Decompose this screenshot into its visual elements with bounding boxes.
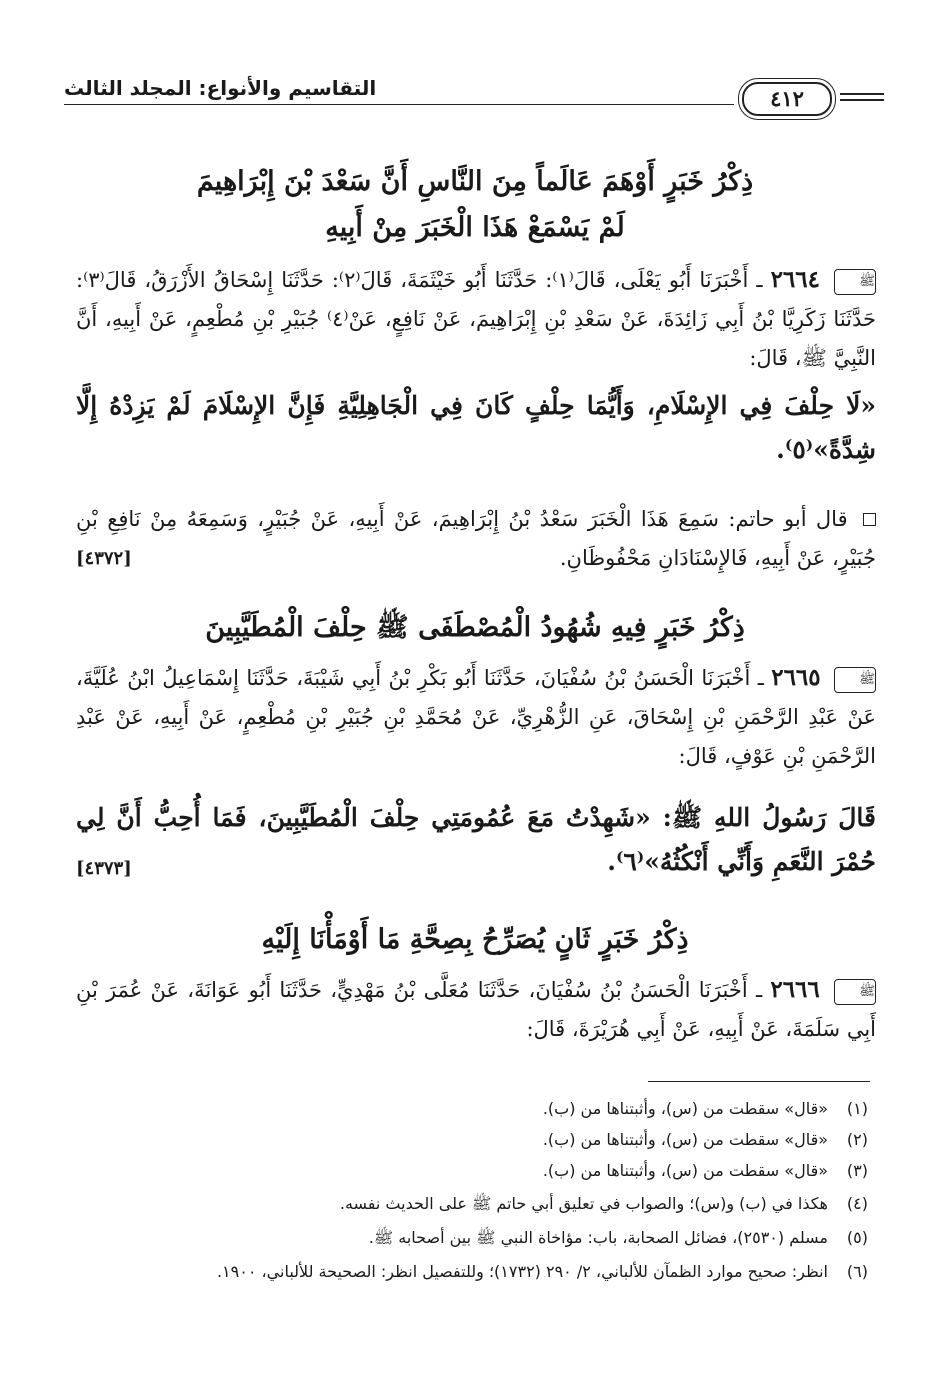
seal-icon: ﷺ — [834, 269, 876, 295]
header-ornament — [840, 93, 884, 95]
footnote-number: (١) — [846, 1099, 868, 1118]
hadith-matn: قَالَ رَسُولُ اللهِ ﷺ: «شَهِدْتُ مَعَ عُمُومَتِي حِلْفَ الْمُطَيَّبِينَ، فَمَا أُحِبُّ أَنَّ لِي حُمْرَ النَّعَمِ وَأَنِّي أَنْكُثُهُ»⁽٦⁾. — [76, 803, 876, 876]
hadith-isnad: ﷺ ٢٦٦٤ ـ أَخْبَرَنَا أَبُو يَعْلَى، قَالَ⁽١⁾: حَدَّثَنَا أَبُو خَيْثَمَةَ، قَالَ⁽٢⁾: حَدَّثَنَا إِسْحَاقُ الأَزْرَقُ، قَالَ⁽٣⁾: حَدَّثَنَا زَكَرِيَّا بْنُ أَبِي زَائِدَةَ، عَنْ سَعْدِ بْنِ إِبْرَاهِيمَ، عَنْ نَافِعٍ، عَنْ⁽٤⁾ جُبَيْرِ بْنِ مُطْعِمٍ، عَنْ أَبِيهِ، أَنَّ النَّبِيَّ ﷺ، قَالَ: — [76, 266, 877, 370]
chapter-title: ذِكْرُ خَبَرٍ أَوْهَمَ عَالَماً مِنَ النَّاسِ أَنَّ سَعْدَ بْنَ إِبْرَاهِيمَ — [196, 166, 754, 197]
header-rule — [64, 104, 734, 105]
square-marker-icon — [863, 513, 876, 526]
footnote — [68, 1256, 868, 1287]
footnote — [68, 1155, 868, 1186]
reference-number: [٤٣٧٣] — [76, 858, 132, 879]
page-number: ٤١٢ — [742, 82, 832, 116]
comment-text: قال أبو حاتم: سَمِعَ هَذَا الْخَبَرَ سَعْدُ بْنُ إِبْرَاهِيمَ، عَنْ أَبِيهِ، عَنْ جُبَيْرٍ، وَسَمِعَهُ مِنْ نَافِعِ بْنِ جُبَيْرٍ، عَنْ أَبِيهِ، فَالإِسْنَادَانِ مَحْفُوظَانِ. — [76, 507, 876, 570]
footnote-separator — [648, 1081, 870, 1082]
running-title: التقاسيم والأنواع: المجلد الثالث — [64, 76, 377, 100]
footnote — [68, 1188, 868, 1219]
isnad-text: أَخْبَرَنَا الْحَسَنُ بْنُ سُفْيَانَ، حَدَّثَنَا أَبُو بَكْرِ بْنُ أَبِي شَيْبَةَ، حَدَّثَنَا إِسْمَاعِيلُ ابْنُ عُلَيَّةَ، عَنْ عَبْدِ الرَّحْمَنِ بْنِ إِسْحَاقَ، عَنِ الزُّهْرِيِّ، عَنْ مُحَمَّدِ بْنِ جُبَيْرِ بْنِ مُطْعِمٍ، عَنْ أَبِيهِ، عَنْ عَبْدِ الرَّحْمَنِ بْنِ عَوْفٍ، قَالَ: — [76, 666, 876, 768]
isnad-text: أَخْبَرَنَا الْحَسَنُ بْنُ سُفْيَانَ، حَدَّثَنَا مُعَلَّى بْنُ مَهْدِيٍّ، حَدَّثَنَا أَبُو عَوَانَةَ، عَنْ عُمَرَ بْنِ أَبِي سَلَمَةَ، عَنْ أَبِيهِ، عَنْ أَبِي هُرَيْرَةَ، قَالَ: — [76, 978, 876, 1041]
editor-comment — [76, 500, 876, 578]
footnote-text: مسلم (٢٥٣٠)، فضائل الصحابة، باب: مؤاخاة النبي ﷺ بين أصحابه ﷺ. — [368, 1228, 828, 1247]
footnote-number: (٦) — [846, 1262, 868, 1281]
footnote — [68, 1124, 868, 1155]
footnote — [68, 1222, 868, 1253]
footnote-text: «قال» سقطت من (س)، وأثبتناها من (ب). — [542, 1099, 828, 1118]
footnote-number: (٢) — [846, 1130, 868, 1149]
hadith-isnad: ﷺ ٢٦٦٥ ـ أَخْبَرَنَا الْحَسَنُ بْنُ سُفْيَانَ، حَدَّثَنَا أَبُو بَكْرِ بْنُ أَبِي شَيْبَةَ، حَدَّثَنَا إِسْمَاعِيلُ ابْنُ عُلَيَّةَ، عَنْ عَبْدِ الرَّحْمَنِ بْنِ إِسْحَاقَ، عَنِ الزُّهْرِيِّ، عَنْ مُحَمَّدِ بْنِ جُبَيْرِ بْنِ مُطْعِمٍ، عَنْ أَبِيهِ، عَنْ عَبْدِ الرَّحْمَنِ بْنِ عَوْفٍ، قَالَ: — [76, 664, 876, 768]
footnote-text: «قال» سقطت من (س)، وأثبتناها من (ب). — [542, 1130, 828, 1149]
hadith-number: ٢٦٦٦ — [770, 976, 820, 1003]
footnote-text: انظر: صحيح موارد الظمآن للألباني، ٢/ ٢٩٠ (١٧٣٢)؛ وللتفصيل انظر: الصحيحة للألباني، ١٩٠٠. — [216, 1262, 828, 1281]
seal-icon: ﷺ — [834, 979, 876, 1005]
hadith-matn: «لَا حِلْفَ فِي الإِسْلَامِ، وَأَيُّمَا حِلْفٍ كَانَ فِي الْجَاهِلِيَّةِ فَإِنَّ الإِسْلَامَ لَمْ يَزِدْهُ إِلَّا شِدَّةً»⁽٥⁾. — [76, 391, 876, 464]
hadith-number: ٢٦٦٤ — [770, 266, 820, 293]
isnad-text: أَخْبَرَنَا أَبُو يَعْلَى، قَالَ⁽١⁾: حَدَّثَنَا أَبُو خَيْثَمَةَ، قَالَ⁽٢⁾: حَدَّثَنَا إِسْحَاقُ الأَزْرَقُ، قَالَ⁽٣⁾: حَدَّثَنَا زَكَرِيَّا بْنُ أَبِي زَائِدَةَ، عَنْ سَعْدِ بْنِ إِبْرَاهِيمَ، عَنْ نَافِعٍ، عَنْ⁽٤⁾ جُبَيْرِ بْنِ مُطْعِمٍ، عَنْ أَبِيهِ، أَنَّ النَّبِيَّ ﷺ، قَالَ: — [76, 268, 877, 370]
reference-number: [٤٣٧٢] — [76, 548, 132, 569]
chapter-title: ذِكْرُ خَبَرٍ فِيهِ شُهُودُ الْمُصْطَفَى ﷺ حِلْفَ الْمُطَيَّبِينَ — [205, 612, 745, 643]
running-header — [64, 74, 884, 130]
footnote-text: «قال» سقطت من (س)، وأثبتناها من (ب). — [542, 1161, 828, 1180]
hadith-number: ٢٦٦٥ — [771, 664, 821, 691]
hadith-isnad: ﷺ ٢٦٦٦ ـ أَخْبَرَنَا الْحَسَنُ بْنُ سُفْيَانَ، حَدَّثَنَا مُعَلَّى بْنُ مَهْدِيٍّ، حَدَّثَنَا أَبُو عَوَانَةَ، عَنْ عُمَرَ بْنِ أَبِي سَلَمَةَ، عَنْ أَبِيهِ، عَنْ أَبِي هُرَيْرَةَ، قَالَ: — [76, 976, 876, 1041]
chapter-title: ذِكْرُ خَبَرٍ ثَانٍ يُصَرِّحُ بِصِحَّةِ مَا أَوْمَأْنَا إِلَيْهِ — [261, 924, 689, 955]
footnote-number: (٤) — [846, 1194, 868, 1213]
footnote-number: (٥) — [846, 1228, 868, 1247]
footnote — [68, 1093, 868, 1124]
chapter-title: لَمْ يَسْمَعْ هَذَا الْخَبَرَ مِنْ أَبِيهِ — [325, 212, 625, 243]
footnote-number: (٣) — [846, 1161, 868, 1180]
footnote-text: هكذا في (ب) و(س)؛ والصواب في تعليق أبي حاتم ﷺ على الحديث نفسه. — [339, 1194, 828, 1213]
header-ornament — [840, 99, 884, 101]
seal-icon: ﷺ — [834, 667, 876, 693]
